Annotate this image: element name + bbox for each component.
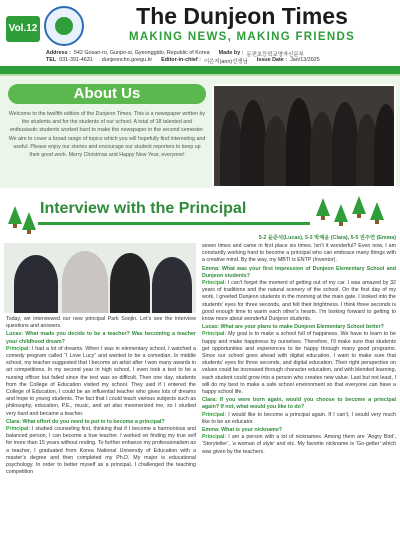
editor-value: 이은지(ann)선생님 [203, 59, 248, 65]
tel-label: TEL [46, 57, 57, 63]
about-section [0, 76, 400, 188]
tree-icon [22, 212, 36, 230]
interview-question: Emma: What is your nickname? [202, 427, 283, 434]
tree-icon [370, 202, 384, 220]
answer-text: I am a person with a lot of nicknames. Among them are ‘Angry Bird’, ‘Storyteller’, ‘a woman of style’ and etc. My favorite nickname is ‘Go-getter’ which was given by the teachers. [202, 434, 396, 455]
answer-text: I studied counseling first, thinking that if I become a harmonious and balanced person, I can become a true teacher. I worked on finding my true self for more than 15 years without resting. To further enhance my professionalism as a teacher, I graduated from Korea National University of Education with a master’s degree and then completed my Ph.D. My major is educational psychology. In order to better myself as a principal, I challenged the teaching competition [6, 426, 196, 476]
address-label: Address : [46, 50, 71, 56]
speaker-label: Principal: [202, 331, 229, 338]
tel-value: 031-391-4631 [59, 57, 93, 63]
header-band [0, 66, 400, 74]
about-title-pill [8, 84, 206, 104]
interview-paragraph: seven times and came in first place six times. Isn’t it wonderful? Even now, I am constantly working hard to become a principal who can embrace many things with a creative mind. By the way, my MBTI is ENTP (Inventor). [202, 243, 396, 264]
interview-paragraph: Today, we interviewed our new principal Park Soojin. Let’s see the interview questions and answers. [6, 316, 196, 330]
photo-figure [332, 102, 358, 188]
interview-question: Lucas: What are your plans to make Dunjeon Elementary School better? [202, 324, 384, 331]
group-photo [212, 84, 396, 188]
tree-icon [8, 206, 22, 224]
speaker-label: Principal: [6, 345, 32, 352]
tree-icon [352, 196, 366, 214]
speaker-label: Principal: [6, 426, 33, 433]
reporter-names: 5-2 윤준석(Lucas), 5-3 박채윤 (Clara), 5-5 권주연 (Emma) [258, 235, 396, 241]
answer-text: I would like to become a principal again. If I can’t, I would very much like to be an educator. [202, 411, 397, 425]
issue-date-value: Jan/13/2025 [290, 57, 320, 63]
made-by-value: 둔전초등학교영자신문부 [246, 52, 304, 58]
photo-figure [62, 251, 108, 313]
interview-answer [202, 412, 396, 426]
photo-figure [240, 100, 266, 188]
interview-left-column [6, 316, 196, 477]
photo-figure [374, 104, 396, 188]
photo-figure [152, 257, 192, 313]
photo-figure [220, 110, 242, 188]
photo-figure [310, 112, 334, 188]
interview-right-column [202, 243, 396, 456]
speaker-label: Principal: [202, 280, 228, 287]
photo-figure [286, 98, 312, 188]
newspaper-title: The Dunjeon Times [136, 3, 348, 29]
answer-text: My goal is to make a school full of happiness. We have to learn to be happy and make happiness by ourselves. Therefore, I’ll make sure that students get opportunities and experiences to be happy through many good programs. Since our school goes ahead with digital education, I want to make sure that students’ eyes for three seconds, and digital education. Their right perspective on values could be increased through character education, and with blended learning, each student could grow into a person who creates new value. Last but not least, I will do my best to make a safe school environment so that everyone can have a happy school life. [202, 331, 396, 396]
photo-figure [264, 116, 288, 188]
photo-figure [110, 253, 150, 313]
interview-answer [202, 434, 396, 456]
email-value: dunjeoncho.goegu.kr [101, 57, 153, 63]
editor-label: Editor-in-chief : [161, 57, 201, 63]
interview-title-underline [38, 222, 310, 225]
interview-answer [202, 280, 396, 323]
interview-question: Emma: What was your first impression of Dunjeon Elementary School and Dunjeon students? [202, 265, 396, 279]
made-by-label: Made by : [218, 50, 244, 56]
interview-title: Interview with the Principal [40, 200, 247, 217]
speaker-label: Principal: [202, 434, 229, 441]
volume-tab: Vol.12 [6, 16, 40, 42]
interview-question: Lucas: What made you decide to be a teacher? Was becoming a teacher your childhood dream? [6, 331, 196, 345]
photo-figure [14, 255, 58, 313]
speaker-label: Principal: [202, 411, 229, 418]
interview-question: Clara: What effort do you need to put in to become a principal? [6, 418, 165, 425]
answer-text: I had a lot of dreams. When I was in elementary school, I watched a comedy program called “I Love Lucy” and wanted to be a comedian. In middle school, my teacher suggested that I become an artist after I won many awards in art competitions. In my second year in high school, I even took a test to be a nursing officer but failed since the test was so difficult. Then one day, students from the College of Education visited my school. They said if I entered the College of Education, I could be an influential teacher who gives lots of dreams and hope to young students. The fact that I could teach various subjects such as philosophy, education, P.E., music, and art also mesmerized me, so I studied very hard and became a teacher. [6, 345, 196, 417]
interview-answer [6, 346, 196, 418]
tree-icon [316, 198, 330, 216]
principal-photo [4, 243, 196, 313]
school-seal-icon [44, 6, 84, 46]
about-title: About Us [73, 85, 141, 102]
tree-icon [334, 204, 348, 222]
about-text: Welcome to the twelfth edition of the Dunjeon Times. This is a newspaper written by the students and for the students of our school. A total of 18 talented and enthusiastic students worked hard to make the newspaper in the second semester. We aim to cover a broad range of topics which you will hopefully find interesting and useful. Please enjoy our stories and encourage our student reporters to keep up their good work. Merry Christmas and Happy New Year, everyone! [8, 111, 206, 159]
masthead [0, 0, 400, 64]
info-row-contact [46, 57, 396, 65]
address-value: 542 Gosan-ro, Gunpo-si, Gyeonggido, Republic of Korea [73, 50, 210, 56]
answer-text: I can’t forget the moment of getting out of my car. I was amazed by 32 years of traditions and the natural scenery of the school. On the first day of my work, I greeted Dunjeon students in the morning at the main gate. I looked into the students’ eyes for three seconds, and felt their brightness. I think three seconds is good enough time to warm each other’s hearts. I’m looking forward to getting to know more about wonderful Dunjeon students. [202, 280, 396, 323]
newspaper-subtitle: MAKING NEWS, MAKING FRIENDS [128, 31, 356, 43]
interview-answer [6, 426, 196, 476]
interview-question: Clara: If you were born again, would you choose to become a principal again? If not, what would you like to do? [202, 397, 396, 411]
interview-answer [202, 331, 396, 396]
issue-date-label: Issue Date : [256, 57, 288, 63]
